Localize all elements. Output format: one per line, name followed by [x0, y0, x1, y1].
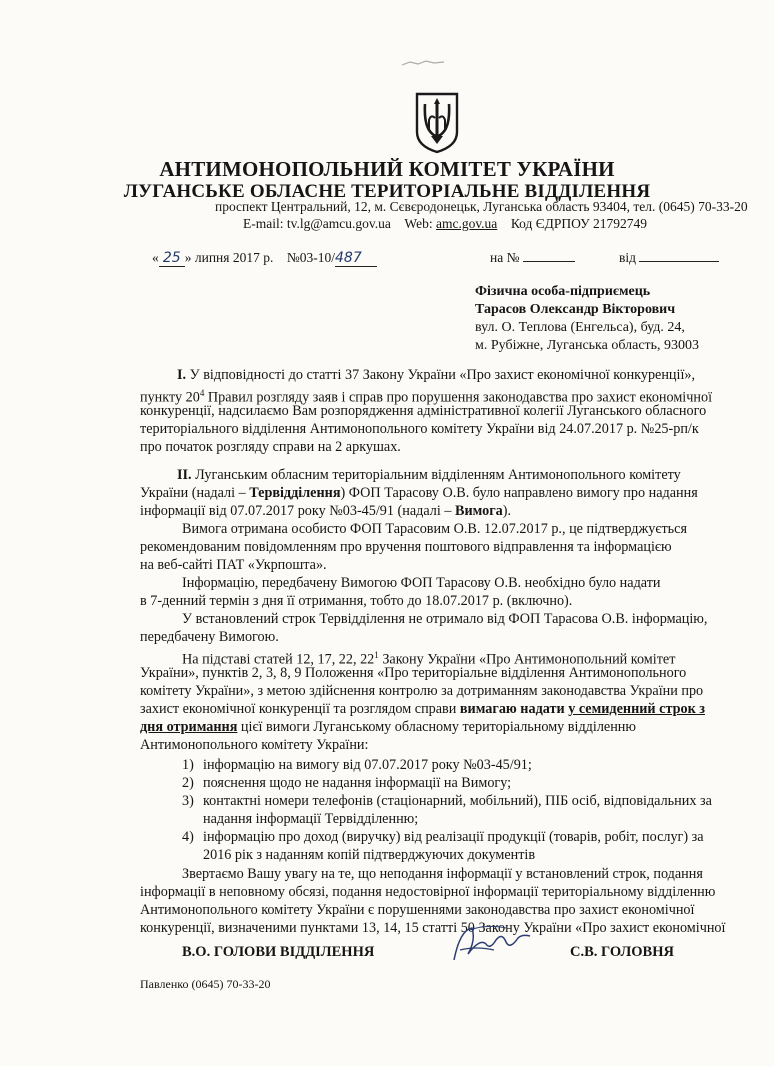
section2-line: дня отримання цієї вимоги Луганському обласному територіальному відділенню [140, 719, 636, 735]
recipient-type: Фізична особа-підприємець [475, 284, 651, 299]
section2-line: На підставі статей 12, 17, 22, $22^1$ Закону України «Про Антимонопольний комітет [182, 650, 676, 668]
edrpou-code: Код ЄДРПОУ 21792749 [510, 216, 648, 231]
section2-line: Вимога отримана особисто ФОП Тарасовим О.В. 12.07.2017 р., це підтверджується [182, 521, 687, 537]
faint-stamp-mark [400, 57, 446, 69]
section1-line: конкуренції, надсилаємо Вам розпорядження адміністративної колегії Луганського обласного [140, 403, 707, 419]
executor-contact: Павленко (0645) 70-33-20 [140, 977, 271, 991]
org-title: АНТИМОНОПОЛЬНИЙ КОМІТЕТ УКРАЇНИ [159, 157, 615, 181]
reply-to-number: на № [490, 250, 575, 266]
section2-line: інформації від 07.07.2017 року №03-45/91 (надалі – Вимога). [140, 503, 512, 519]
section2-line: II. Луганським обласним територіальним відділенням Антимонопольного комітету [177, 467, 681, 483]
email-link[interactable]: tv.lg@amcu.gov.ua [286, 216, 391, 231]
section1-line: I. У відповідності до статті 37 Закону України «Про захист економічної конкуренції», [177, 367, 696, 383]
section2-line: комітету України», з метою здійснення контролю за дотриманням законодавства України про [140, 683, 704, 699]
section2-line: Антимонопольного комітету України: [140, 737, 369, 753]
recipient-city: м. Рубіжне, Луганська область, 93003 [475, 338, 700, 353]
org-address: проспект Центральний, 12, м. Сєвєродонецьк, Луганська область 93404, тел. (0645) 70-33-20 [215, 199, 748, 214]
section2-line: Інформацію, передбачену Вимогою ФОП Тарасову О.В. необхідно було надати [182, 575, 661, 591]
section2-line: передбачену Вимогою. [140, 629, 279, 645]
closing-line: інформації в неповному обсязі, подання недостовірної інформації територіальному відділенню [140, 884, 716, 900]
recipient-street: вул. О. Теплова (Енгельса), буд. 24, [475, 320, 685, 335]
signatory-title: В.О. ГОЛОВИ ВІДДІЛЕННЯ [182, 944, 375, 960]
letter-number: 487 [335, 250, 377, 267]
list-item: пояснення щодо не надання інформації на Вимогу; [203, 775, 512, 791]
signatory-name: С.В. ГОЛОВНЯ [570, 944, 674, 960]
section2-line: України (надалі – Тервідділення) ФОП Тарасову О.В. було направлено вимогу про надання [140, 485, 698, 501]
section1-line: про початок розгляду справи на 2 аркушах. [140, 439, 401, 455]
section2-line: У встановлений строк Тервідділення не отримало від ФОП Тарасова О.В. інформацію, [182, 611, 708, 627]
list-item: контактні номери телефонів (стаціонарний, мобільний), ПІБ осіб, відповідальних за [203, 793, 712, 809]
section2-line: на веб-сайті ПАТ «Укрпошта». [140, 557, 327, 573]
list-item-cont: 2016 рік з наданням копій підтверджуючих документів [203, 847, 536, 863]
list-item-cont: надання інформації Тервідділенню; [203, 811, 419, 827]
letter-date-number: « 25 » липня 2017 р. №03-10/487 [152, 250, 377, 267]
org-subtitle: ЛУГАНСЬКЕ ОБЛАСНЕ ТЕРИТОРІАЛЬНЕ ВІДДІЛЕННЯ [123, 181, 651, 202]
closing-line: Звертаємо Вашу увагу на те, що неподання інформації у встановлений строк, подання [182, 866, 703, 882]
section1-line: пункту $20^4$ Правил розгляду заяв і справ про порушення законодавства про захист економічної [140, 388, 713, 406]
section2-line: рекомендованим повідомленням про вручення поштового відправлення та інформацією [140, 539, 672, 555]
section2-line: в 7-денний термін з дня її отримання, тобто до 18.07.2017 р. (включно). [140, 593, 573, 609]
letter-day: 25 [159, 250, 185, 267]
list-item: інформацію про доход (виручку) від реалізації продукції (товарів, робіт, послуг) за [203, 829, 704, 845]
list-item-number: 3) [182, 793, 194, 809]
list-item-number: 1) [182, 757, 194, 773]
trident-coat-of-arms-icon [413, 92, 461, 154]
list-item-number: 4) [182, 829, 194, 845]
org-contacts: E-mail: tv.lg@amcu.gov.ua Web: amc.gov.ua Код ЄДРПОУ 21792749 [243, 216, 648, 231]
list-item: інформацію на вимогу від 07.07.2017 року №03-45/91; [203, 757, 532, 773]
web-link[interactable]: amc.gov.ua [435, 216, 498, 231]
section1-line: територіального відділення Антимонопольного комітету України від 24.07.2017 р. №25-рп/к [140, 421, 699, 437]
list-item-number: 2) [182, 775, 194, 791]
recipient-name: Тарасов Олександр Вікторович [475, 302, 676, 317]
closing-line: Антимонопольного комітету України є порушеннями законодавства про захист економічної [140, 902, 695, 918]
section2-line: України», пунктів 2, 3, 8, 9 Положення «Про територіальне відділення Антимонопольного [140, 665, 687, 681]
section2-line: захист економічної конкуренції та розглядом справи вимагаю надати у семиденний строк з [140, 701, 705, 717]
handwritten-signature [446, 920, 536, 968]
closing-line: конкуренції, визначеними пунктами 13, 14, 15 статті 50 Закону України «Про захист економічної [140, 920, 726, 936]
reply-to-date: від [619, 250, 719, 266]
